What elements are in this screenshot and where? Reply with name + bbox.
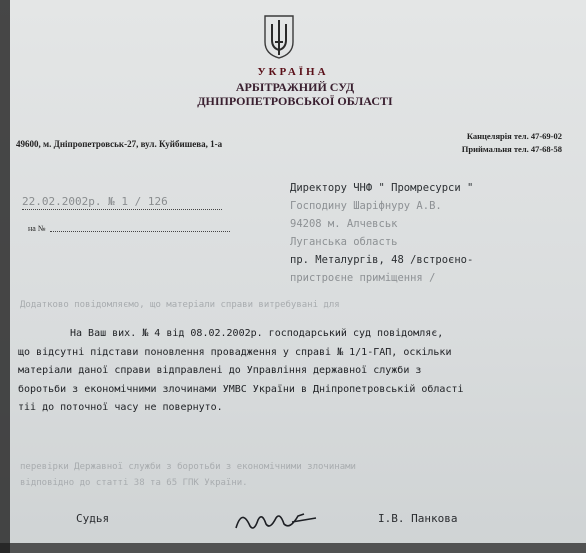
court-phones	[462, 130, 562, 156]
letter-line: матеріали даної справи відправлені до Управління державної служби з	[18, 365, 422, 377]
country-title: УКРАЇНА	[257, 66, 329, 78]
recipient-line: пр. Металургів, 48 /встроєно-	[290, 254, 474, 266]
recipient-line: Господину Шаріфнуру А.В.	[290, 200, 442, 212]
bleed-through-text: відповідно до статті 38 та 65 ГПК України.	[20, 478, 248, 488]
reply-to-line	[50, 231, 230, 232]
court-name-line1: АРБІТРАЖНИЙ СУД	[235, 80, 355, 94]
signer-name: І.В. Панкова	[378, 512, 458, 525]
recipient-line: Луганська область	[290, 236, 398, 248]
recipient-line: 94208 м. Алчевськ	[290, 218, 398, 230]
recipient-line: пристроєне приміщення /	[290, 272, 436, 284]
letter-line: боротьби з економічними злочинами УМВС України в Дніпропетровській області	[18, 383, 464, 395]
recipient-line: Директору ЧНФ " Промресурси "	[290, 182, 474, 194]
phone-reception: Приймальня тел. 47-68-58	[461, 144, 562, 154]
court-name	[160, 80, 430, 108]
phone-office: Канцелярія тел. 47-69-02	[466, 131, 562, 141]
letter-line: тіі до поточної часу не повернуто.	[18, 402, 223, 414]
letter-body	[18, 325, 578, 418]
bleed-through-text: перевірки Державної служби з боротьби з економічними злочинами	[20, 462, 356, 472]
handwritten-signature	[232, 504, 322, 534]
outgoing-date-number: 22.02.2002р. № 1 / 126	[22, 195, 222, 210]
court-name-line2: ДНІПРОПЕТРОВСЬКОЇ ОБЛАСТІ	[197, 94, 393, 108]
scan-edge-left	[0, 0, 10, 553]
bleed-through-text: Додатково повідомляємо, що матеріали справи витребувані для	[20, 300, 340, 310]
recipient-block	[290, 179, 570, 287]
trident-emblem-icon	[262, 14, 296, 60]
court-address: 49600, м. Дніпропетровськ-27, вул. Куйбишева, 1-а	[16, 139, 223, 149]
scan-edge-bottom	[0, 543, 586, 553]
reply-to-label: на №	[28, 224, 46, 233]
signer-title: Судья	[76, 512, 110, 525]
letter-line: На Ваш вих. № 4 від 08.02.2002р. господарський суд повідомляє,	[70, 328, 444, 339]
letter-line: що відсутні підстави поновлення провадження у справі № 1/1-ГАП, оскільки	[18, 346, 452, 358]
